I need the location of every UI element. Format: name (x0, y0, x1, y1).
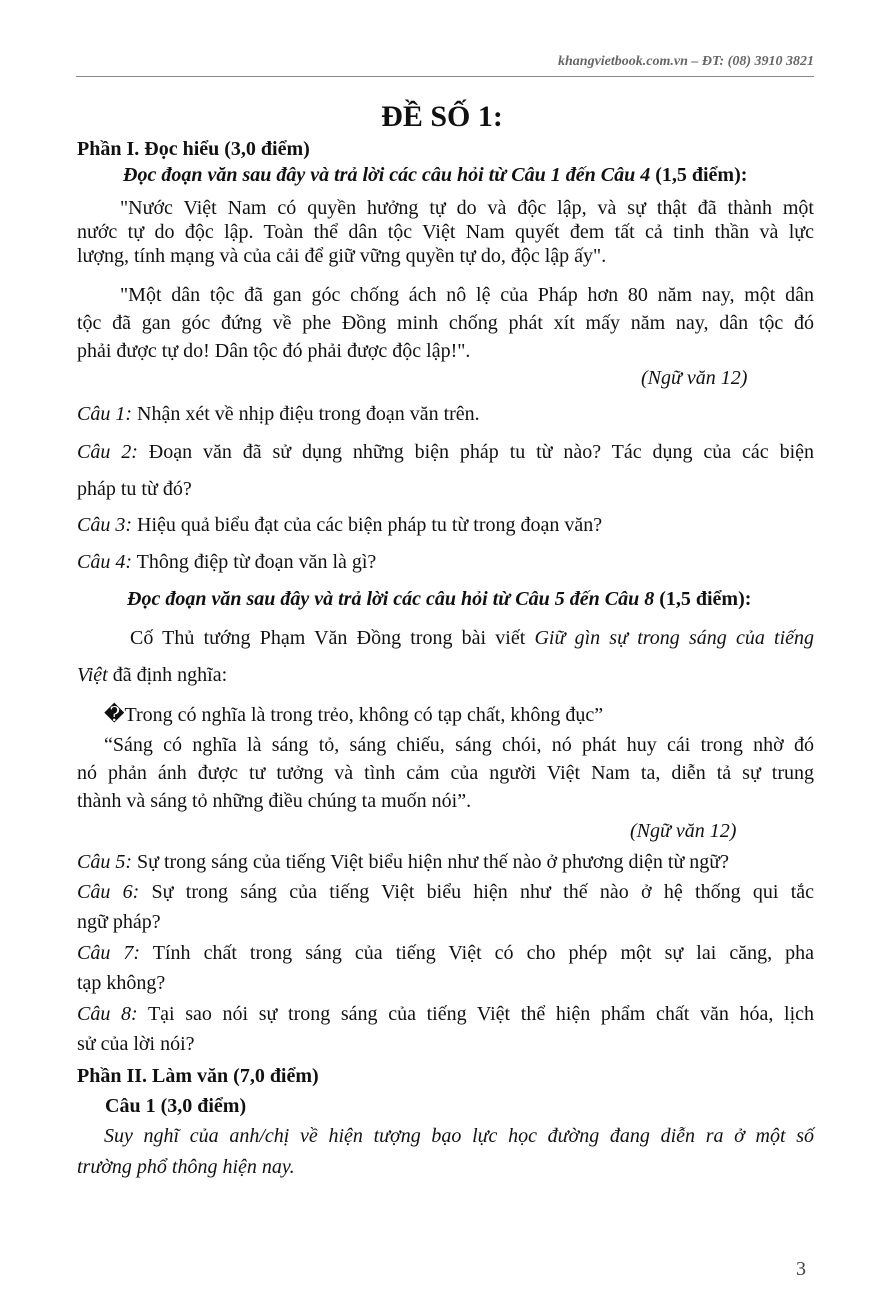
question-6: Câu 6: Sự trong sáng của tiếng Việt biểu hiện như thế nào ở hệ thống qui tắc (77, 881, 814, 903)
part2-heading: Phần II. Làm văn (7,0 điểm) (77, 1065, 319, 1087)
passage2-line: phải được tự do! Dân tộc đó phải được độc lập!". (77, 340, 471, 362)
question-3: Câu 3: Hiệu quả biểu đạt của các biện pháp tu từ trong đoạn văn? (77, 514, 603, 536)
essay-question-1-line: trường phổ thông hiện nay. (77, 1156, 295, 1178)
page-number: 3 (796, 1258, 806, 1280)
quote-sang-line: nó phản ánh được tư tưởng và tình cảm của người Việt Nam ta, diễn tả sự trung (77, 762, 814, 784)
question-8: Câu 8: Tại sao nói sự trong sáng của tiếng Việt thể hiện phẩm chất văn hóa, lịch (77, 1003, 815, 1025)
question-4: Câu 4: Thông điệp từ đoạn văn là gì? (77, 551, 377, 573)
instruction-1: Đọc đoạn văn sau đây và trả lời các câu hỏi từ Câu 1 đến Câu 4 (1,5 điểm): (123, 164, 748, 186)
quote-sang-line: thành và sáng tỏ những điều chúng ta muốn nói”. (77, 790, 472, 812)
question-2-cont: pháp tu từ đó? (77, 478, 192, 500)
essay-question-1-heading: Câu 1 (3,0 điểm) (105, 1095, 247, 1117)
exam-title: ĐỀ SỐ 1: (381, 100, 503, 133)
question-2: Câu 2: Đoạn văn đã sử dụng những biện pháp tu từ nào? Tác dụng của các biện (77, 441, 815, 463)
passage1-line: "Nước Việt Nam có quyền hưởng tự do và độc lập, và sự thật đã thành một (120, 197, 814, 219)
intro-line: Cố Thủ tướng Phạm Văn Đồng trong bài viết Giữ gìn sự trong sáng của tiếng (130, 627, 814, 649)
source-citation-2: (Ngữ văn 12) (630, 820, 737, 842)
passage2-line: tộc đã gan góc đứng về phe Đồng minh chống phát xít mấy năm nay, dân tộc đó (77, 312, 814, 334)
essay-question-1-line: Suy nghĩ của anh/chị về hiện tượng bạo lực học đường đang diễn ra ở một số (104, 1125, 814, 1147)
passage2-line: "Một dân tộc đã gan góc chống ách nô lệ của Pháp hơn 80 năm nay, một dân (120, 284, 814, 306)
passage1-line: lượng, tính mạng và của cải để giữ vững quyền tự do, độc lập ấy". (77, 245, 607, 267)
question-8-cont: sử của lời nói? (77, 1033, 195, 1055)
quote-trong: �Trong có nghĩa là trong trẻo, không có tạp chất, không đục” (104, 704, 604, 726)
question-6-cont: ngữ pháp? (77, 911, 161, 933)
running-header: khangvietbook.com.vn – ĐT: (08) 3910 3821 (76, 54, 814, 77)
intro-line-cont: Việt đã định nghĩa: (77, 664, 228, 686)
part1-heading: Phần I. Đọc hiểu (3,0 điểm) (77, 138, 310, 160)
passage1-line: nước tự do độc lập. Toàn thể dân tộc Việt Nam quyết đem tất cả tinh thần và lực (77, 221, 814, 243)
question-1: Câu 1: Nhận xét về nhịp điệu trong đoạn văn trên. (77, 403, 480, 425)
question-5: Câu 5: Sự trong sáng của tiếng Việt biểu hiện như thế nào ở phương diện từ ngữ? (77, 851, 730, 873)
quote-sang-line: “Sáng có nghĩa là sáng tỏ, sáng chiếu, sáng chói, nó phát huy cái trong nhờ đó (104, 734, 814, 756)
instruction-2: Đọc đoạn văn sau đây và trả lời các câu hỏi từ Câu 5 đến Câu 8 (1,5 điểm): (127, 588, 752, 610)
question-7-cont: tạp không? (77, 972, 166, 994)
source-citation-1: (Ngữ văn 12) (641, 367, 748, 389)
question-7: Câu 7: Tính chất trong sáng của tiếng Việt có cho phép một sự lai căng, pha (77, 942, 815, 964)
